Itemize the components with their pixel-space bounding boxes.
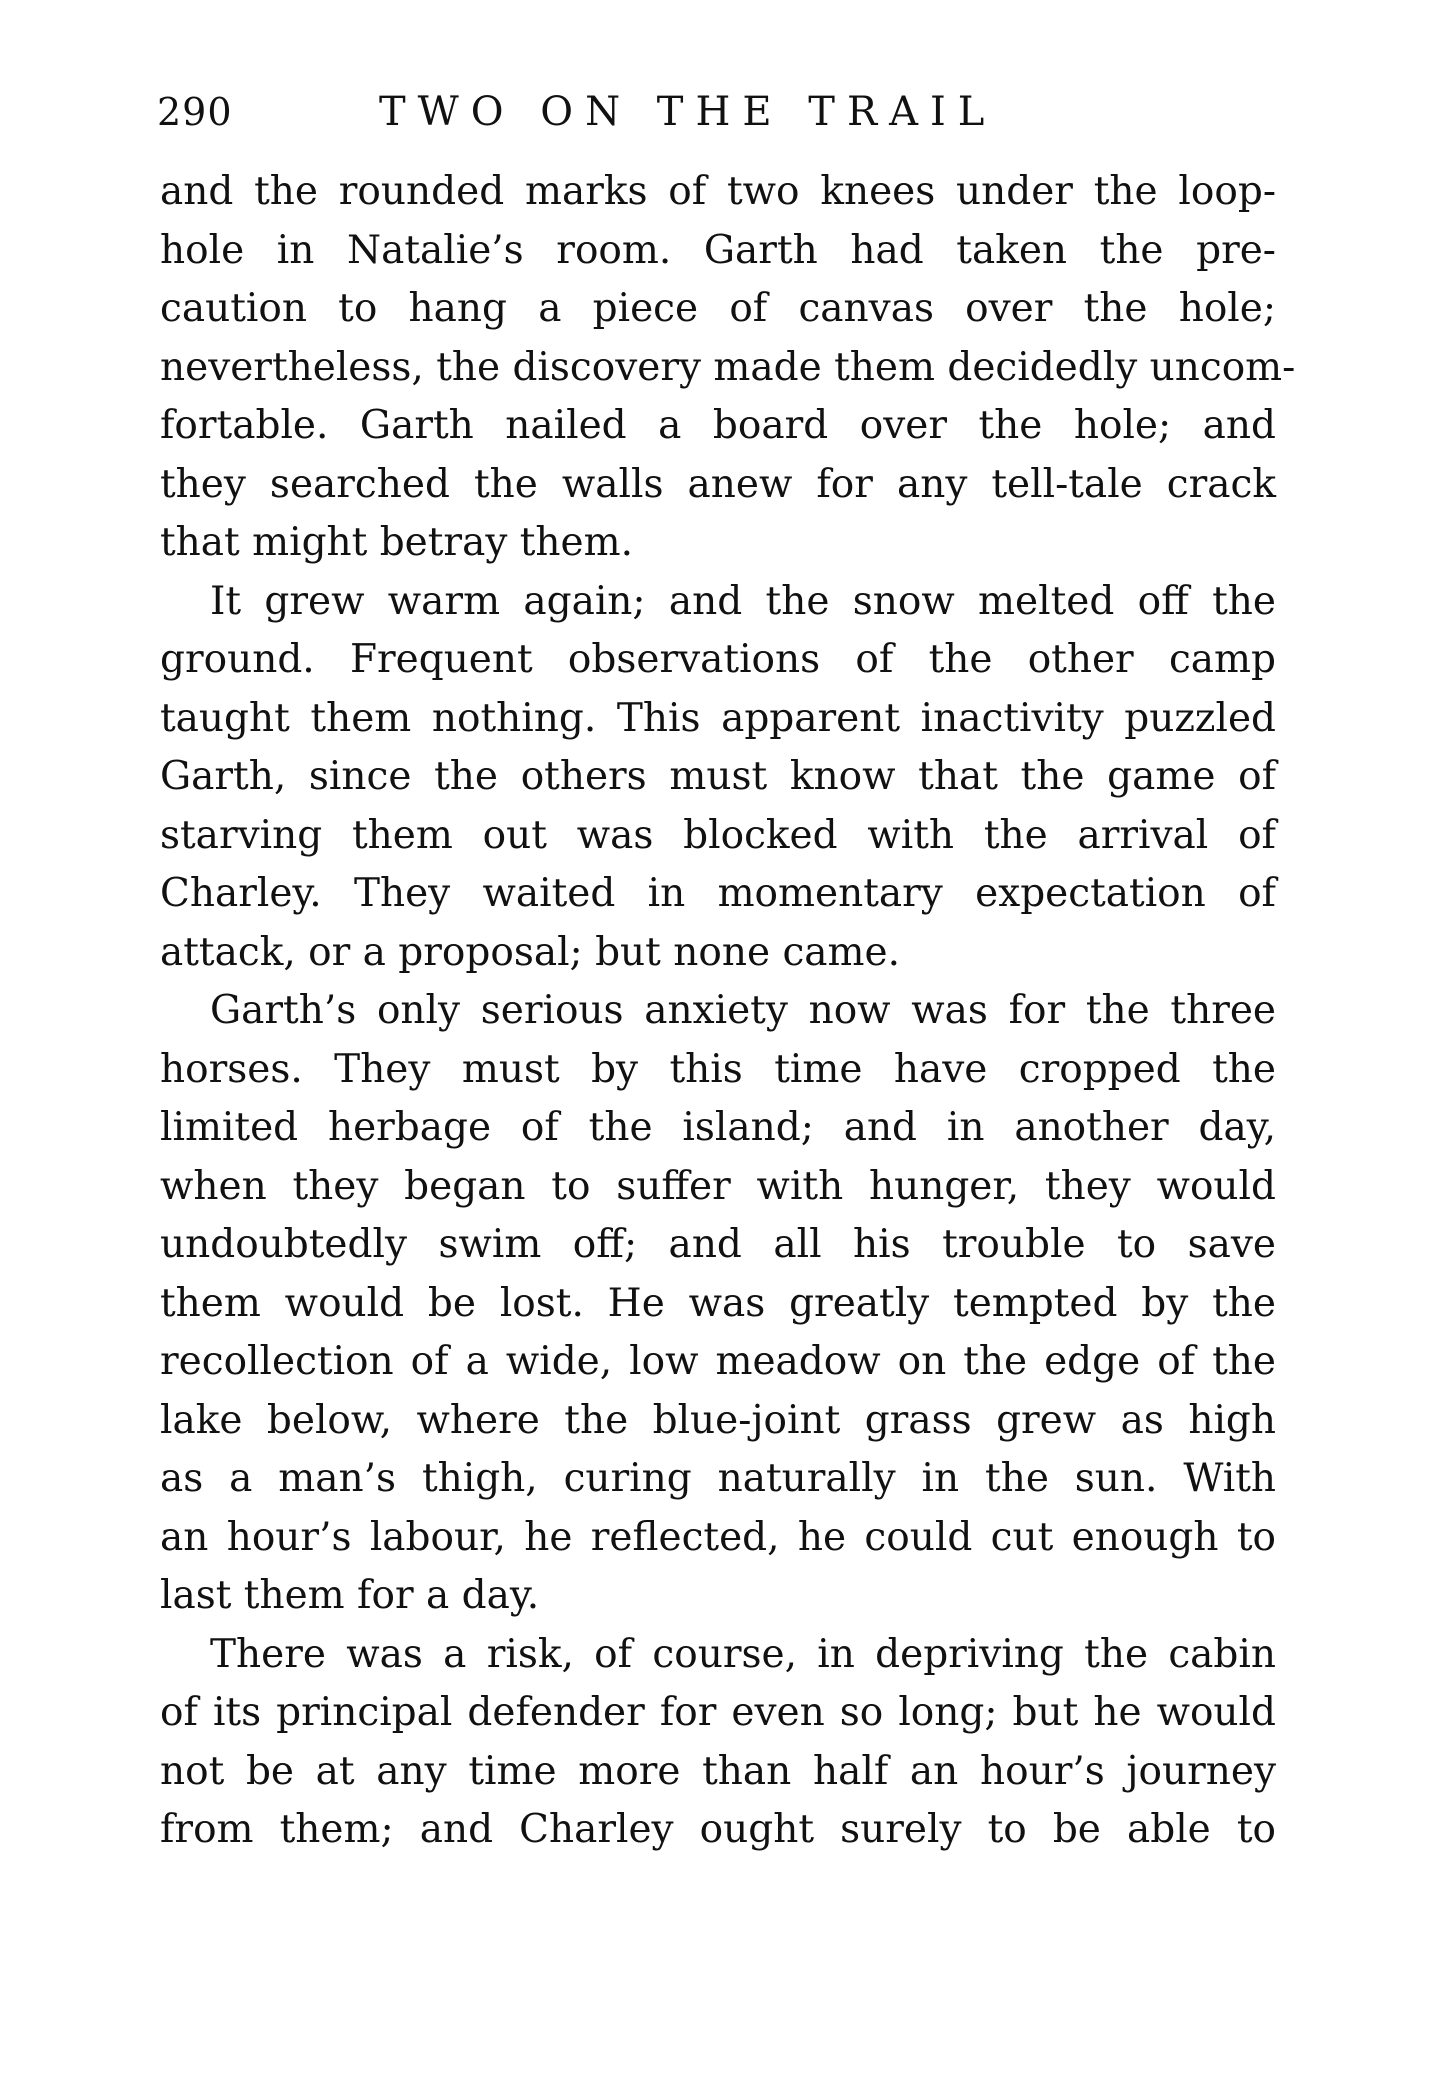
text-line: ground. Frequent observations of the other camp (160, 637, 1276, 682)
body-text (160, 163, 1296, 1860)
text-line: them would be lost. He was greatly tempted by the (160, 1280, 1276, 1326)
running-head (157, 82, 1277, 142)
text-line: horses. They must by this time have cropped the (160, 1046, 1276, 1092)
text-line: lake below, where the blue-joint grass grew as high (160, 1397, 1276, 1443)
text-line: Garth, since the others must know that the game of (160, 754, 1276, 799)
text-line: hole in Natalie’s room. Garth had taken the pre- (160, 227, 1276, 273)
text-line: and the rounded marks of two knees under the loop- (160, 169, 1276, 214)
text-line: that might betray them. (160, 520, 634, 565)
text-line: when they began to suffer with hunger, they would (160, 1163, 1276, 1209)
text-line: taught them nothing. This apparent inactivity puzzled (160, 695, 1276, 741)
text-line: not be at any time more than half an hour’s journey (160, 1748, 1276, 1794)
text-line: an hour’s labour, he reflected, he could cut enough to (160, 1514, 1276, 1560)
paragraph-2 (160, 573, 1276, 983)
text-line: nevertheless, the discovery made them decidedly uncom- (160, 344, 1296, 390)
text-line: last them for a day. (160, 1573, 540, 1618)
paragraph-4 (160, 1626, 1276, 1860)
paragraph-3 (160, 982, 1276, 1626)
text-line: as a man’s thigh, curing naturally in the sun. With (160, 1456, 1276, 1501)
text-line: It grew warm again; and the snow melted off the (210, 578, 1276, 624)
text-line: undoubtedly swim off; and all his trouble to save (160, 1222, 1276, 1267)
text-line: they searched the walls anew for any tell-tale crack (160, 461, 1276, 507)
paragraph-1 (160, 163, 1296, 573)
text-line: fortable. Garth nailed a board over the hole; and (160, 403, 1276, 448)
text-line: Charley. They waited in momentary expectation of (160, 871, 1276, 916)
text-line: There was a risk, of course, in depriving the cabin (210, 1631, 1276, 1677)
text-line: recollection of a wide, low meadow on the edge of the (160, 1339, 1276, 1384)
text-line: from them; and Charley ought surely to be able to (160, 1807, 1276, 1852)
text-line: attack, or a proposal; but none came. (160, 929, 900, 975)
running-title: TWO ON THE TRAIL (379, 89, 997, 135)
text-line: Garth’s only serious anxiety now was for the three (210, 988, 1276, 1033)
text-line: limited herbage of the island; and in another day, (160, 1105, 1276, 1150)
text-line: starving them out was blocked with the arrival of (160, 812, 1276, 858)
page-number: 290 (157, 90, 233, 134)
text-line: of its principal defender for even so long; but he would (160, 1690, 1276, 1735)
text-line: caution to hang a piece of canvas over the hole; (160, 286, 1276, 331)
